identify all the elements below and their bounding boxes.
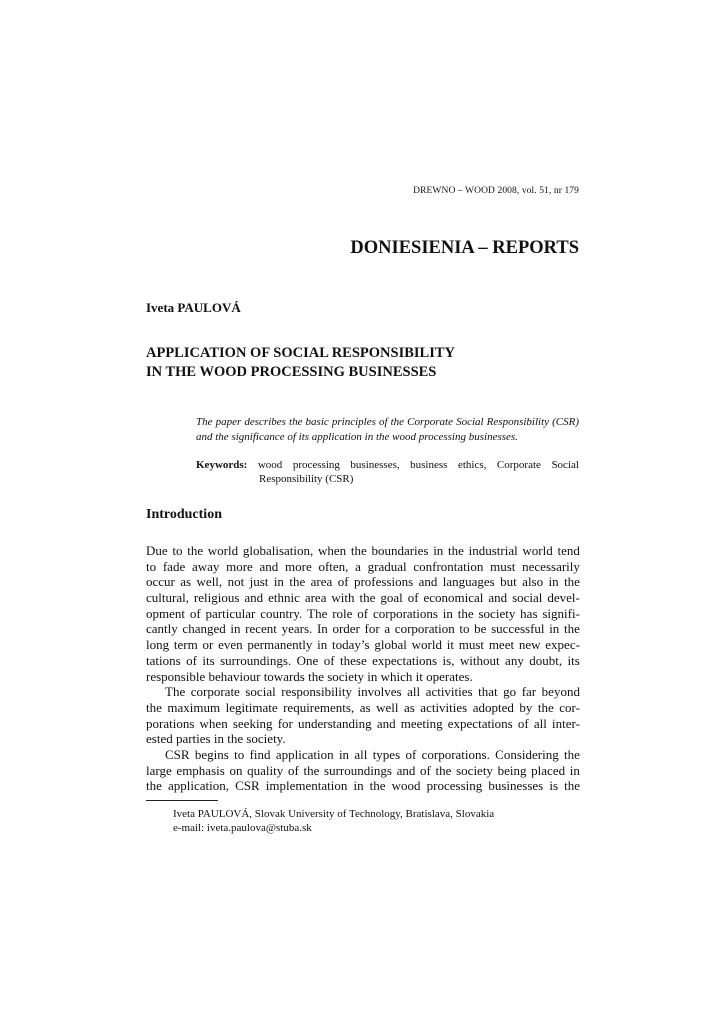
- body-line: [146, 621, 580, 637]
- body-word: the: [369, 778, 386, 794]
- body-word: on: [229, 762, 243, 778]
- body-word: opment: [146, 605, 185, 621]
- paper-title: [146, 344, 455, 382]
- body-word: of: [337, 574, 349, 590]
- body-word: fade: [162, 558, 186, 574]
- body-word: the: [187, 543, 204, 558]
- body-word: boundaries: [371, 543, 429, 558]
- footnote-text: Iveta: [173, 808, 198, 820]
- author-first-name: Iveta: [146, 300, 175, 315]
- body-word: businesses: [488, 778, 544, 794]
- body-word: in: [317, 637, 328, 653]
- body-word: as: [180, 574, 192, 590]
- body-word: and: [396, 762, 416, 778]
- body-line: ested parties in the society.: [146, 731, 286, 747]
- body-word: surroundings.: [220, 652, 292, 668]
- keywords-label: Keywords:: [196, 459, 248, 471]
- body-word: with: [331, 590, 355, 606]
- body-word: being: [497, 762, 527, 778]
- body-word: in: [433, 543, 444, 558]
- body-word: in: [230, 621, 241, 637]
- body-word: its: [202, 652, 215, 668]
- keywords-line: Responsibility (CSR): [259, 473, 354, 485]
- body-word: well,: [196, 574, 223, 590]
- body-word: in: [548, 574, 559, 590]
- body-word: gradual: [367, 558, 407, 574]
- body-word: necessarily: [522, 558, 580, 574]
- body-line: [146, 716, 580, 732]
- keywords: [196, 458, 579, 486]
- body-word: society: [456, 762, 493, 778]
- body-word: and: [244, 590, 264, 606]
- footnote: [173, 807, 494, 835]
- body-word: processing: [426, 778, 483, 794]
- body-word: maximum: [167, 699, 221, 715]
- body-word: more: [226, 558, 253, 574]
- body-word: a: [384, 621, 391, 637]
- body-word: go: [503, 684, 517, 700]
- abstract: The paper describes the basic principles of the Corporate Social Responsibility (CSR) and the significance of its application in the wood processing businesses.: [196, 416, 579, 443]
- body-word: understanding: [298, 715, 372, 731]
- body-word: any: [505, 652, 524, 668]
- body-word: these: [340, 652, 367, 668]
- body-word: involves: [357, 684, 402, 700]
- body-word: or: [202, 637, 214, 653]
- body-word: all: [533, 715, 547, 731]
- body-word: surroundings: [324, 762, 392, 778]
- body-word: CSR: [165, 746, 190, 762]
- body-word: cultural,: [146, 590, 189, 606]
- body-word: the: [303, 762, 320, 778]
- body-word: corporations: [372, 605, 438, 621]
- body-word: in: [338, 746, 350, 762]
- body-word: term: [173, 637, 198, 653]
- body-word: goal: [380, 590, 403, 606]
- body-word: expectations: [372, 652, 438, 668]
- body-word: expectations: [447, 715, 513, 731]
- paper-title-line: IN THE WOOD PROCESSING BUSINESSES: [146, 364, 437, 380]
- running-header: DREWNO – WOOD 2008, vol. 51, nr 179: [413, 186, 579, 196]
- body-word: the: [537, 699, 554, 715]
- body-word: must: [458, 637, 485, 653]
- body-line: [146, 543, 580, 559]
- body-word: the: [350, 543, 367, 558]
- body-word: globalisation,: [242, 543, 314, 558]
- keyword-word: business: [410, 459, 448, 471]
- body-word: tations: [146, 652, 181, 668]
- body-line: [146, 653, 580, 669]
- body-word: the: [146, 699, 162, 715]
- body-word: to: [146, 558, 157, 574]
- keywords-line: [196, 458, 579, 472]
- keyword-word: Corporate: [496, 459, 541, 471]
- body-word: economical: [423, 590, 484, 606]
- body-word: as: [359, 699, 371, 715]
- body-line: [146, 778, 580, 794]
- body-word: as: [403, 699, 415, 715]
- body-word: The: [165, 684, 186, 700]
- body-word: occur: [146, 574, 175, 590]
- section-heading: DONIESIENIA – REPORTS: [350, 238, 579, 258]
- body-word: in: [353, 778, 364, 794]
- body-line: [146, 763, 580, 779]
- body-word: in: [549, 621, 560, 637]
- body-word: begins: [194, 746, 229, 762]
- body-word: corporation: [394, 621, 455, 637]
- body-word: emphasis: [176, 762, 225, 778]
- body-word: find: [249, 746, 271, 762]
- body-word: application,: [167, 778, 229, 794]
- body-word: cor-: [559, 699, 580, 715]
- author-name: [146, 300, 241, 316]
- body-word: porations: [146, 715, 195, 731]
- body-line: [146, 559, 580, 575]
- body-word: the: [564, 746, 580, 762]
- body-word: when: [199, 715, 228, 731]
- body-word: society: [478, 605, 516, 621]
- body-word: away: [191, 558, 220, 574]
- body-word: large: [146, 762, 172, 778]
- body-word: when: [317, 543, 347, 558]
- body-word: activities: [420, 699, 468, 715]
- body-word: CSR: [235, 778, 260, 794]
- body-word: long: [146, 637, 170, 653]
- body-word: quality: [247, 762, 284, 778]
- body-word: area: [304, 590, 327, 606]
- body-line: [146, 747, 580, 763]
- body-word: world: [411, 637, 442, 653]
- body-word: religious: [193, 590, 240, 606]
- body-word: must: [490, 558, 516, 574]
- body-word: changed: [182, 621, 226, 637]
- body-word: a: [355, 558, 361, 574]
- body-word: placed: [531, 762, 566, 778]
- body-word: doubt,: [529, 652, 563, 668]
- body-word: of: [407, 590, 419, 606]
- body-word: to: [172, 543, 183, 558]
- body-word: of: [186, 652, 197, 668]
- body-word: for: [364, 621, 380, 637]
- footnote-affiliation: [173, 807, 494, 821]
- body-word: languages: [442, 574, 495, 590]
- body-word: activities: [425, 684, 473, 700]
- body-line: [146, 637, 580, 653]
- body-word: new: [518, 637, 541, 653]
- body-word: seeking: [232, 715, 273, 731]
- body-word: and: [418, 574, 438, 590]
- body-word: the: [564, 778, 580, 794]
- body-word: more: [285, 558, 312, 574]
- body-word: tend: [557, 543, 580, 558]
- body-word: and: [259, 558, 279, 574]
- body-word: for: [277, 715, 293, 731]
- body-word: world: [522, 543, 553, 558]
- body-line: [146, 574, 580, 590]
- introduction-body: [146, 543, 580, 794]
- introduction-heading: Introduction: [146, 507, 222, 522]
- body-line: [146, 700, 580, 716]
- body-word: the: [448, 543, 464, 558]
- body-word: devel-: [547, 590, 580, 606]
- body-word: in: [273, 574, 284, 590]
- body-word: be: [474, 621, 487, 637]
- body-word: One: [296, 652, 319, 668]
- body-word: types: [372, 746, 401, 762]
- body-word: without: [459, 652, 500, 668]
- body-word: corporate: [190, 684, 240, 700]
- body-word: industrial: [468, 543, 518, 558]
- body-word: and: [488, 590, 508, 606]
- keyword-word: wood: [257, 459, 283, 471]
- body-word: also: [522, 574, 544, 590]
- body-word: social: [245, 684, 276, 700]
- body-word: the: [435, 762, 452, 778]
- body-word: the: [146, 778, 162, 794]
- body-word: that: [478, 684, 498, 700]
- body-word: implementation: [265, 778, 348, 794]
- body-word: all: [354, 746, 368, 762]
- body-word: just: [249, 574, 269, 590]
- body-word: by: [519, 699, 533, 715]
- body-word: the: [289, 574, 306, 590]
- body-word: area: [310, 574, 333, 590]
- body-word: global: [374, 637, 407, 653]
- body-word: far: [521, 684, 537, 700]
- body-word: to: [234, 746, 245, 762]
- body-word: in: [569, 762, 580, 778]
- body-word: all: [407, 684, 421, 700]
- body-word: the: [457, 605, 474, 621]
- footnote-text: , Slovak University of Technology, Bratislava, Slovakia: [249, 808, 495, 820]
- footnote-divider: [146, 800, 218, 801]
- body-word: cantly: [146, 621, 178, 637]
- body-word: in: [442, 605, 453, 621]
- body-word: is,: [442, 652, 455, 668]
- body-word: not: [227, 574, 245, 590]
- body-word: years.: [281, 621, 313, 637]
- body-word: ethnic: [268, 590, 300, 606]
- body-word: confrontation: [413, 558, 484, 574]
- body-word: role: [332, 605, 353, 621]
- body-word: well: [376, 699, 399, 715]
- body-word: meet: [488, 637, 515, 653]
- body-word: of: [287, 762, 299, 778]
- body-word: world: [207, 543, 239, 558]
- body-word: particular: [205, 605, 256, 621]
- body-word: of: [189, 605, 201, 621]
- body-word: In: [316, 621, 328, 637]
- keyword-word: businesses,: [350, 459, 400, 471]
- body-word: recent: [245, 621, 277, 637]
- body-word: meeting: [400, 715, 443, 731]
- body-word: of: [420, 762, 431, 778]
- footnote-author-surname: PAULOVÁ: [197, 808, 250, 820]
- body-word: legitimate: [225, 699, 278, 715]
- body-word: The: [307, 605, 328, 621]
- body-line: responsible behaviour towards the society in which it operates.: [146, 668, 473, 684]
- body-line: [146, 606, 580, 622]
- body-word: its: [567, 652, 580, 668]
- body-word: and: [376, 715, 396, 731]
- body-word: Due: [146, 543, 168, 558]
- body-word: successful: [491, 621, 545, 637]
- body-word: today’s: [332, 637, 370, 653]
- body-word: social: [512, 590, 543, 606]
- body-word: often,: [318, 558, 349, 574]
- body-word: the: [563, 621, 580, 637]
- body-word: professions: [353, 574, 414, 590]
- body-word: of: [405, 746, 417, 762]
- author-last-name: PAULOVÁ: [177, 300, 241, 315]
- body-word: but: [500, 574, 517, 590]
- keyword-word: ethics,: [457, 459, 487, 471]
- body-word: permanently: [247, 637, 313, 653]
- body-word: country.: [260, 605, 303, 621]
- keyword-word: processing: [292, 459, 340, 471]
- body-word: wood: [391, 778, 421, 794]
- footnote-email: e-mail: iveta.paulova@stuba.sk: [173, 822, 312, 834]
- keyword-word: Social: [551, 459, 579, 471]
- body-word: has: [520, 605, 538, 621]
- body-line: [146, 590, 580, 606]
- body-word: requirements,: [283, 699, 355, 715]
- body-word: it: [446, 637, 454, 653]
- body-word: signifi-: [542, 605, 580, 621]
- body-word: to: [459, 621, 470, 637]
- body-word: beyond: [541, 684, 580, 700]
- body-word: application: [275, 746, 334, 762]
- body-word: inter-: [552, 715, 580, 731]
- body-word: of: [517, 715, 529, 731]
- body-word: is: [549, 778, 558, 794]
- body-word: order: [332, 621, 360, 637]
- paper-title-line: APPLICATION OF SOCIAL RESPONSIBILITY: [146, 345, 455, 361]
- body-word: expec-: [545, 637, 580, 653]
- body-word: adopted: [472, 699, 514, 715]
- body-word: of: [357, 605, 369, 621]
- body-word: the: [564, 574, 580, 590]
- body-word: Considering: [495, 746, 559, 762]
- body-word: corporations.: [421, 746, 490, 762]
- body-word: even: [218, 637, 243, 653]
- body-word: responsibility: [281, 684, 353, 700]
- body-line: [146, 684, 580, 700]
- body-word: the: [359, 590, 376, 606]
- body-word: of: [323, 652, 335, 668]
